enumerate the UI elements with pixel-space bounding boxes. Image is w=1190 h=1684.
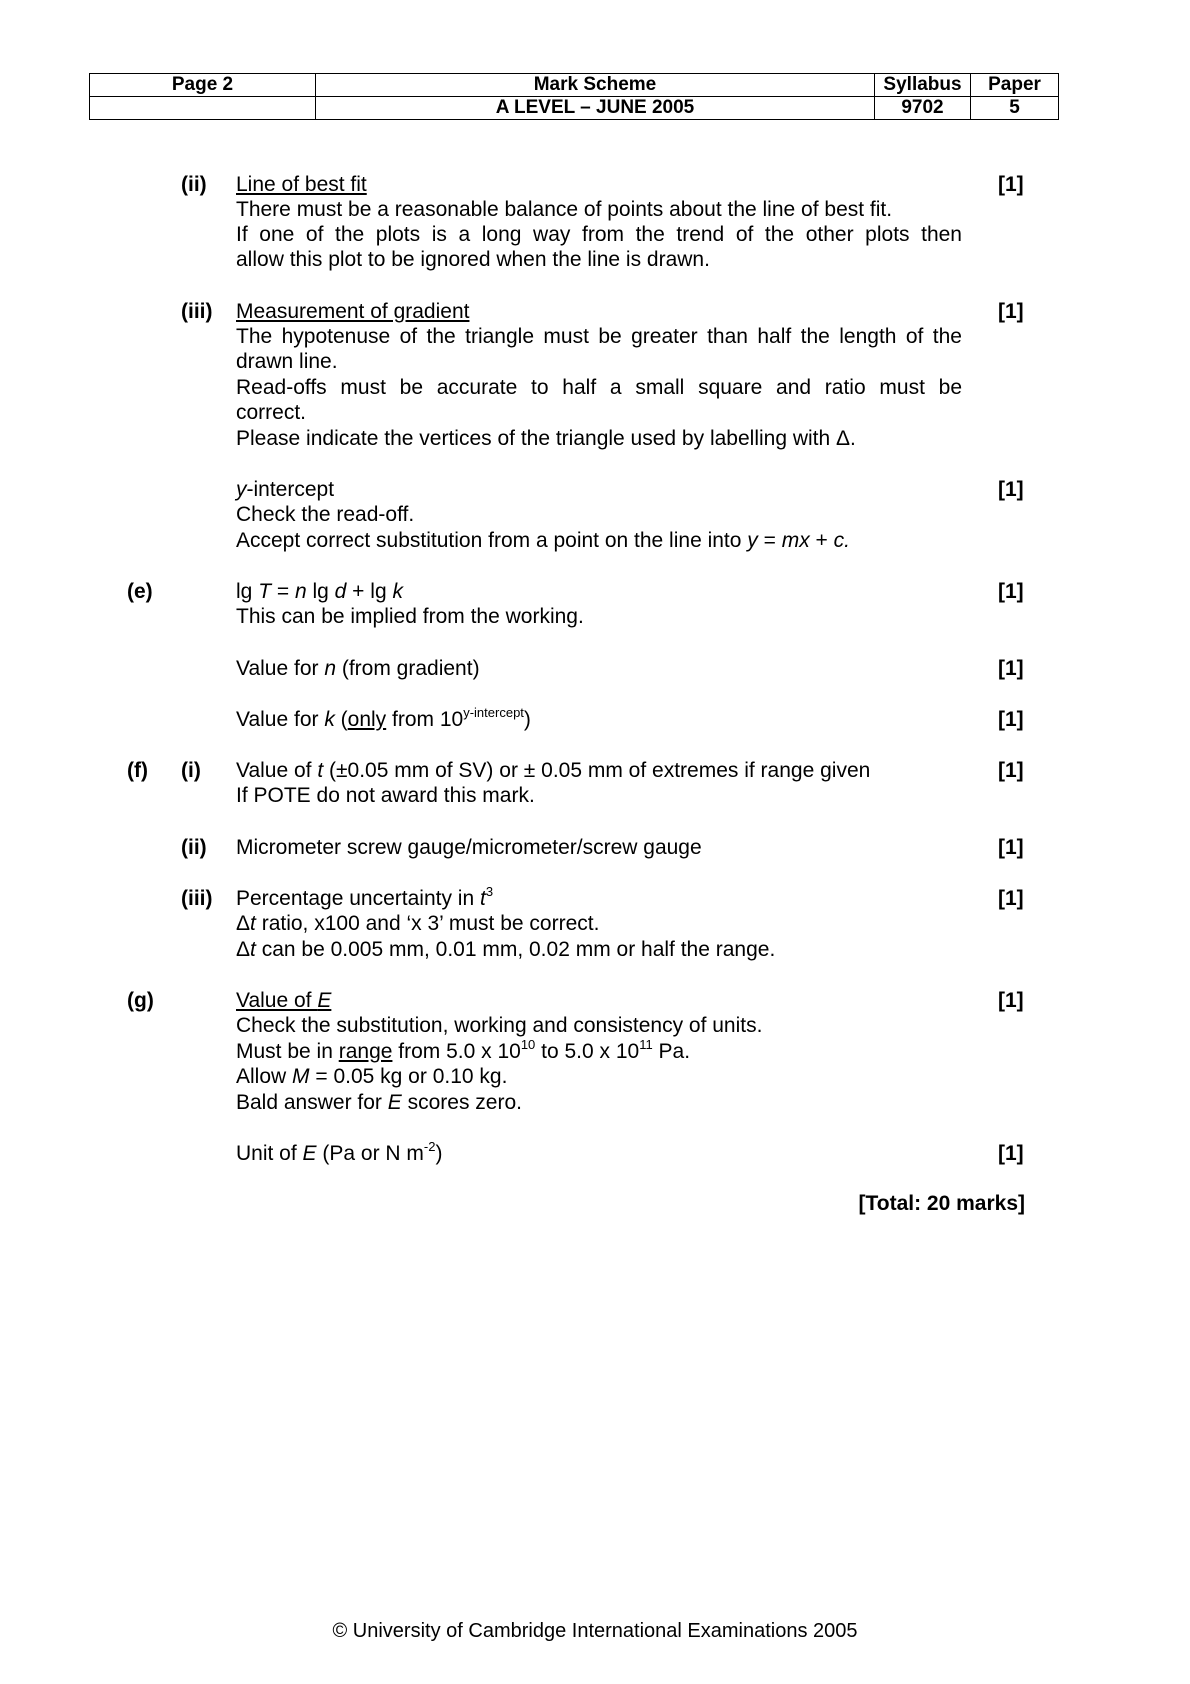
mark: [1] bbox=[998, 759, 1024, 782]
question-label-g: (g) bbox=[127, 989, 154, 1012]
text-line: allow this plot to be ignored when the line is drawn. bbox=[236, 248, 710, 271]
mark: [1] bbox=[998, 887, 1024, 910]
mark: [1] bbox=[998, 836, 1024, 859]
text-line: Value for k (only from $10^{y-intercept}$) bbox=[236, 705, 531, 731]
text-line: Please indicate the vertices of the triangle used by labelling with Δ. bbox=[236, 427, 856, 450]
text-line: Percentage uncertainty in $t^3$ bbox=[236, 884, 494, 910]
paper-label: Paper bbox=[971, 74, 1059, 97]
text-line: Read-offs must be accurate to half a small square and ratio must be bbox=[236, 376, 962, 399]
text-line: Unit of E (Pa or N $m^{-2}$) bbox=[236, 1139, 443, 1165]
heading-line-of-best-fit: Line of best fit bbox=[236, 173, 367, 196]
total-marks: [Total: 20 marks] bbox=[858, 1192, 1025, 1215]
heading-value-of-e: Value of E bbox=[236, 989, 332, 1012]
mark: [1] bbox=[998, 657, 1024, 680]
mark: [1] bbox=[998, 300, 1024, 323]
heading-y-intercept: y-intercept bbox=[236, 478, 335, 501]
part-label-ii: (ii) bbox=[181, 173, 207, 196]
text-line: correct. bbox=[236, 401, 307, 424]
part-label-iii: (iii) bbox=[181, 887, 213, 910]
doc-title: Mark Scheme bbox=[316, 74, 875, 97]
text-line: This can be implied from the working. bbox=[236, 605, 584, 628]
text-line: drawn line. bbox=[236, 350, 338, 373]
exam-session: A LEVEL – JUNE 2005 bbox=[316, 97, 875, 120]
page-number: Page 2 bbox=[90, 74, 316, 97]
text-line: Δt can be 0.005 mm, 0.01 mm, 0.02 mm or half the range. bbox=[236, 938, 776, 961]
mark: [1] bbox=[998, 580, 1024, 603]
mark: [1] bbox=[998, 989, 1024, 1012]
heading-measurement-of-gradient: Measurement of gradient bbox=[236, 300, 470, 323]
text-line: Bald answer for E scores zero. bbox=[236, 1091, 522, 1114]
text-line: Must be in range from 5.0 x $10^{10}$ to 5.0 x $10^{11}$ Pa. bbox=[236, 1037, 691, 1063]
text-line: Accept correct substitution from a point on the line into y = mx + c. bbox=[236, 529, 850, 552]
text-line: Allow M = 0.05 kg or 0.10 kg. bbox=[236, 1065, 508, 1088]
text-line: Value for n (from gradient) bbox=[236, 657, 480, 680]
question-label-f: (f) bbox=[127, 759, 148, 782]
mark: [1] bbox=[998, 708, 1024, 731]
text-line: There must be a reasonable balance of points about the line of best fit. bbox=[236, 198, 893, 221]
question-label-e: (e) bbox=[127, 580, 153, 603]
paper-number: 5 bbox=[971, 97, 1059, 120]
part-label-i: (i) bbox=[181, 759, 201, 782]
text-line: If one of the plots is a long way from the trend of the other plots then bbox=[236, 223, 962, 246]
mark: [1] bbox=[998, 478, 1024, 501]
text-line: Check the substitution, working and consistency of units. bbox=[236, 1014, 763, 1037]
copyright-footer: © University of Cambridge International Examinations 2005 bbox=[332, 1620, 858, 1642]
mark: [1] bbox=[998, 173, 1024, 196]
text-line: Δt ratio, x100 and ‘x 3’ must be correct. bbox=[236, 912, 600, 935]
text-line: Check the read-off. bbox=[236, 503, 415, 526]
text-line: If POTE do not award this mark. bbox=[236, 784, 535, 807]
text-line: The hypotenuse of the triangle must be greater than half the length of the bbox=[236, 325, 962, 348]
syllabus-code: 9702 bbox=[875, 97, 971, 120]
part-label-iii: (iii) bbox=[181, 300, 213, 323]
text-line: Micrometer screw gauge/micrometer/screw gauge bbox=[236, 836, 702, 859]
equation: lg T = n lg d + lg k bbox=[236, 580, 403, 603]
text-line: Value of t (±0.05 mm of SV) or ± 0.05 mm of extremes if range given bbox=[236, 759, 871, 782]
syllabus-label: Syllabus bbox=[875, 74, 971, 97]
part-label-ii: (ii) bbox=[181, 836, 207, 859]
mark: [1] bbox=[998, 1142, 1024, 1165]
